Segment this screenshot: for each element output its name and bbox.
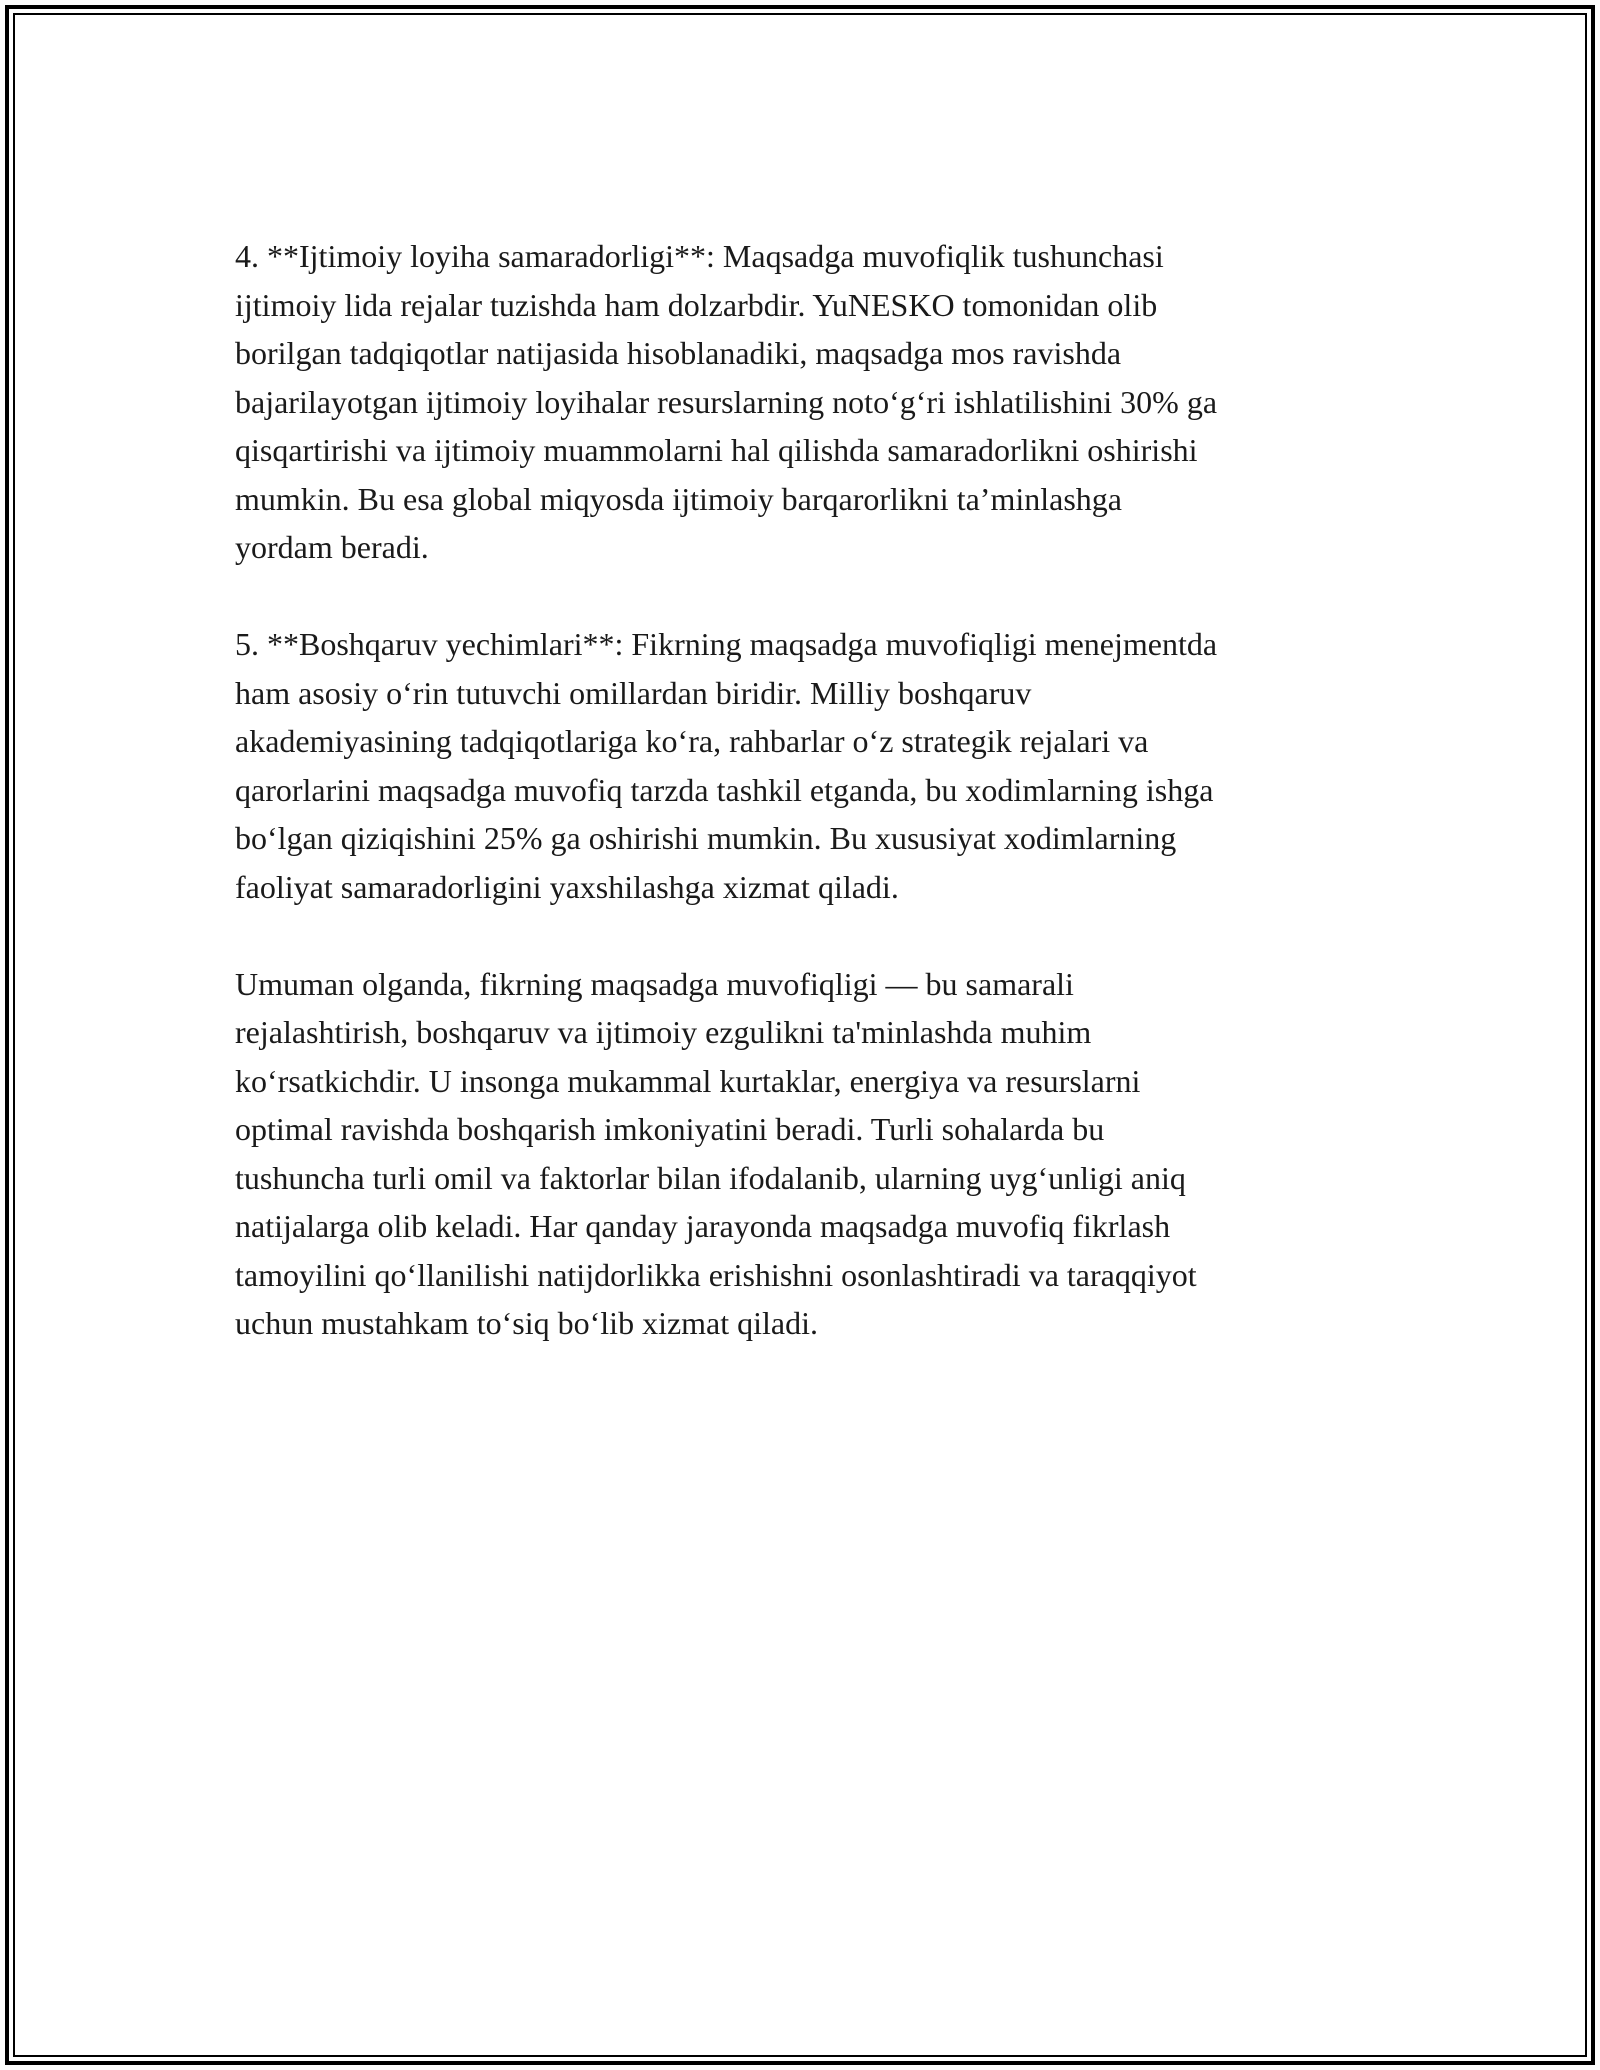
paragraph-social-project-efficiency: 4. **Ijtimoiy loyiha samaradorligi**: Maqsadga muvofiqlik tushunchasi ijtimoiy lida rejalar tuzishda ham dolzarbdir. YuNESKO tomonidan olib borilgan tadqiqotlar natijasida hisoblanadiki, maqsadga mos ravishda bajarilayotgan ijtimoiy loyihalar resurslarning noto‘g‘ri ishlatilishini 30% ga qisqartirishi va ijtimoiy muammolarni hal qilishda samaradorlikni oshirishi mumkin. Bu esa global miqyosda ijtimoiy barqarorlikni ta’minlashga yordam beradi. <box>235 238 1218 565</box>
paragraph-conclusion: Umuman olganda, fikrning maqsadga muvofiqligi — bu samarali rejalashtirish, boshqaruv va ijtimoiy ezgulikni ta'minlashda muhim ko‘rsatkichdir. U insonga mukammal kurtaklar, energiya va resurslarni optimal ravishda boshqarish imkoniyatini beradi. Turli sohalarda bu tushuncha turli omil va faktorlar bilan ifodalanib, ularning uyg‘unligi aniq natijalarga olib keladi. Har qanday jarayonda maqsadga muvofiq fikrlash tamoyilini qo‘llanilishi natijdorlikka erishishni osonlashtiradi va taraqqiyot uchun mustahkam to‘siq bo‘lib xizmat qiladi. <box>235 965 1197 1341</box>
paragraph-management-solutions: 5. **Boshqaruv yechimlari**: Fikrning maqsadga muvofiqligi menejmentda ham asosiy o‘rin tutuvchi omillardan biridir. Milliy boshqaruv akademiyasining tadqiqotlariga ko‘ra, rahbarlar o‘z strategik rejalari va qarorlarini maqsadga muvofiq tarzda tashkil etganda, bu xodimlarning ishga bo‘lgan qiziqishini 25% ga oshirishi mumkin. Bu xususiyat xodimlarning faoliyat samaradorligini yaxshilashga xizmat qiladi. <box>235 626 1218 905</box>
document-body <box>235 232 1380 1396</box>
